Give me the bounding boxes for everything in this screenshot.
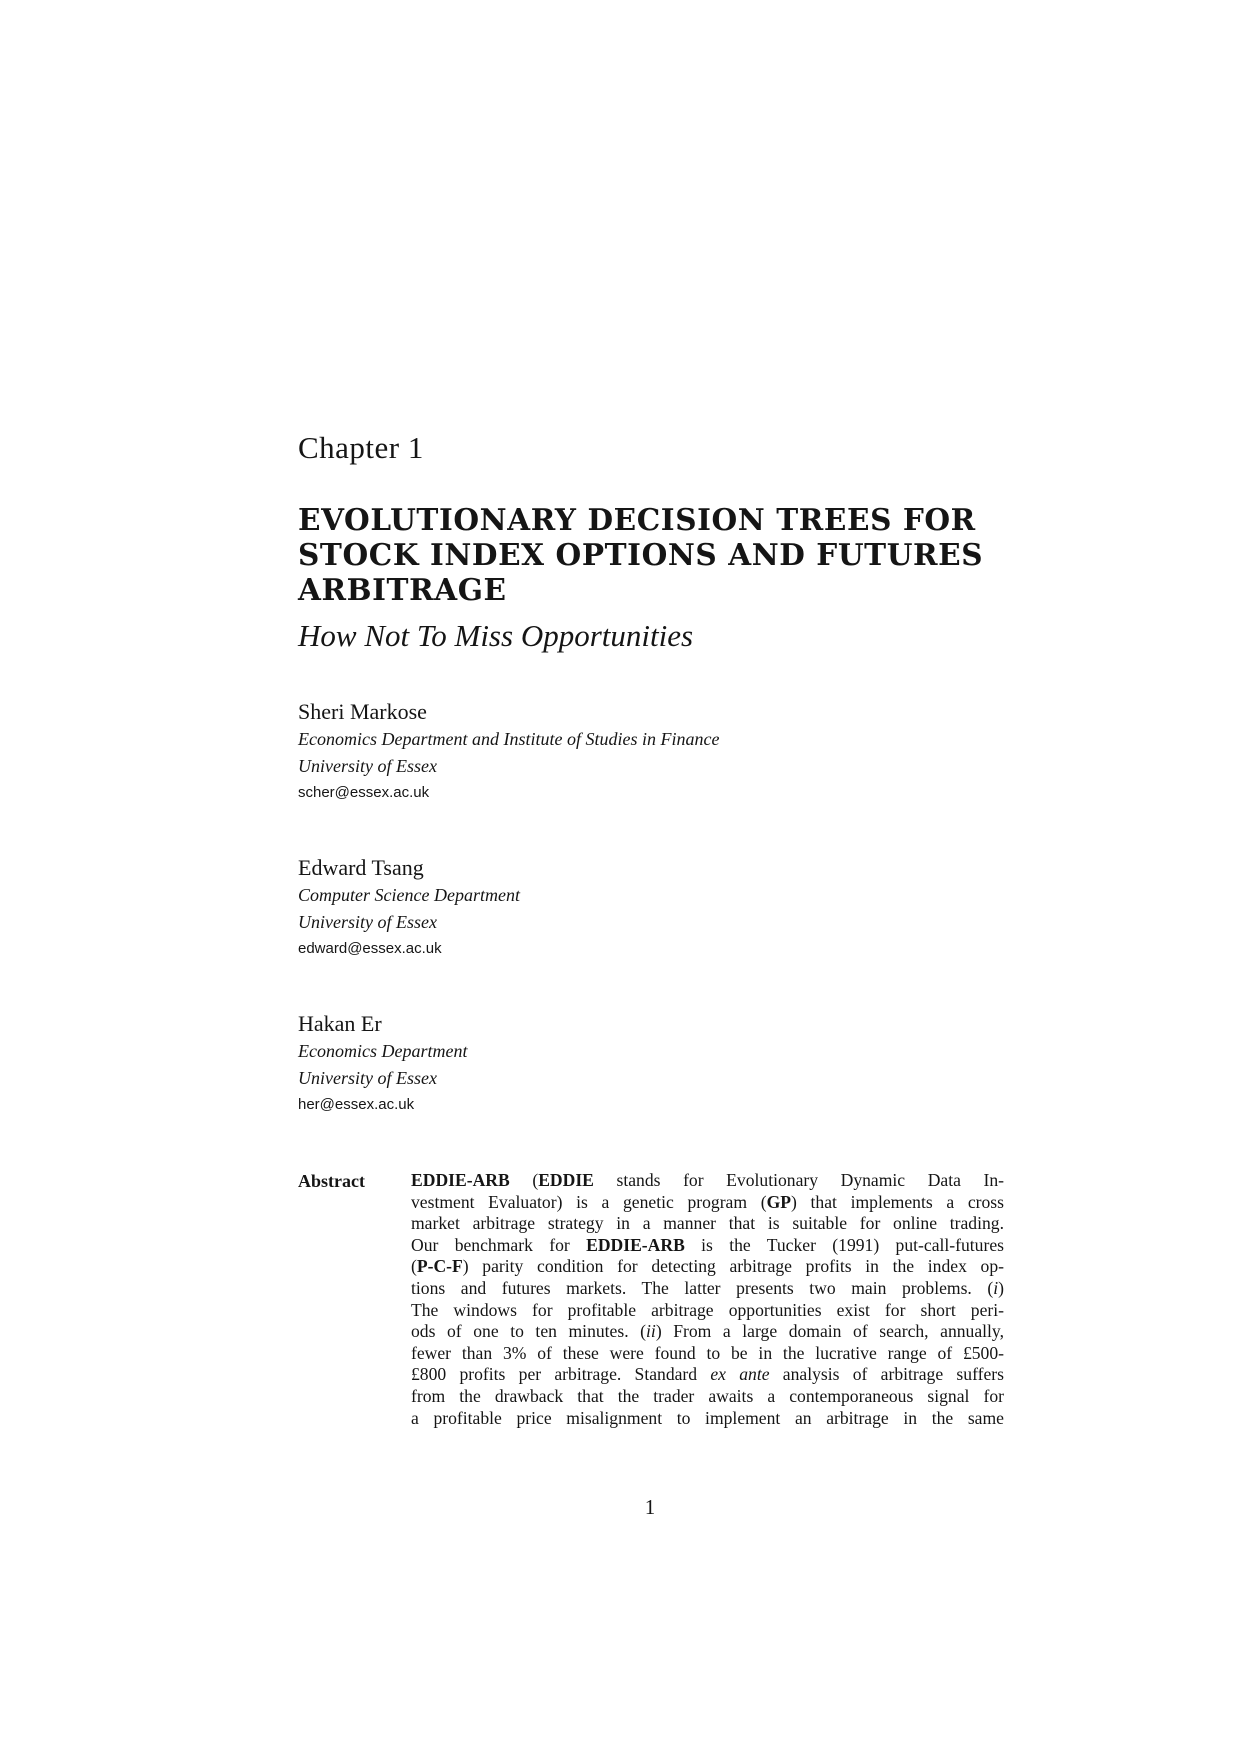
abstract-line	[411, 1321, 1004, 1343]
abstract-line	[411, 1256, 1004, 1278]
abstract-line	[411, 1300, 1004, 1322]
title-line: EVOLUTIONARY DECISION TREES FOR	[298, 502, 976, 537]
abstract-text: fewer than 3% of these were found to be in the lucrative range of £500-	[411, 1342, 1004, 1363]
abstract-line	[411, 1364, 1004, 1386]
author-affiliation: Economics Department and Institute of Studies in Finance	[298, 729, 720, 749]
abstract-text: analysis of arbitrage suffers	[769, 1364, 1004, 1385]
abstract-italic-text: ii	[646, 1321, 656, 1342]
chapter-subtitle: How Not To Miss Opportunities	[298, 618, 694, 653]
author-affiliation: University of Essex	[298, 912, 437, 932]
abstract-bold-text: EDDIE-ARB	[586, 1234, 685, 1255]
page-number: 1	[644, 1495, 656, 1519]
abstract-text: vestment Evaluator) is a genetic program (	[411, 1191, 767, 1212]
abstract-text: £800 profits per arbitrage. Standard	[411, 1364, 711, 1385]
abstract-line	[411, 1408, 1004, 1430]
abstract-bold-text: P-C-F	[416, 1256, 463, 1277]
title-line: ARBITRAGE	[298, 572, 507, 607]
author-email: scher@essex.ac.uk	[298, 784, 430, 801]
author-email: her@essex.ac.uk	[298, 1096, 415, 1113]
abstract-text: tions and futures markets. The latter presents two main problems. (	[411, 1277, 994, 1298]
abstract-label: Abstract	[298, 1171, 365, 1191]
author-affiliation: Computer Science Department	[298, 885, 520, 905]
author-name: Sheri Markose	[298, 699, 427, 724]
abstract-text: a profitable price misalignment to implement an arbitrage in the same	[411, 1407, 1004, 1428]
author-name: Hakan Er	[298, 1011, 382, 1036]
abstract-line	[411, 1192, 1004, 1214]
abstract-bold-text: GP	[766, 1191, 792, 1212]
abstract-text: ods of one to ten minutes. (	[411, 1321, 647, 1342]
author-affiliation: University of Essex	[298, 1068, 437, 1088]
abstract-body	[411, 1170, 1004, 1429]
abstract-text: stands for Evolutionary Dynamic Data In-	[593, 1170, 1004, 1190]
author-name: Edward Tsang	[298, 855, 424, 880]
abstract-text: is the Tucker (1991) put-call-futures	[684, 1234, 1004, 1255]
abstract-text: )	[998, 1277, 1004, 1298]
abstract-bold-text: EDDIE-ARB	[411, 1170, 510, 1190]
abstract-text: The windows for profitable arbitrage opportunities exist for short peri-	[411, 1299, 1004, 1320]
abstract-text: Our benchmark for	[411, 1234, 587, 1255]
author-block	[298, 1010, 998, 1118]
chapter-title	[298, 502, 1018, 607]
author-block	[298, 698, 998, 806]
author-email: edward@essex.ac.uk	[298, 940, 442, 957]
abstract-italic-text: i	[993, 1277, 999, 1298]
author-block	[298, 854, 998, 962]
abstract-text: ) parity condition for detecting arbitrage profits in the index op-	[462, 1256, 1004, 1277]
abstract-line	[411, 1386, 1004, 1408]
abstract-italic-text: ex ante	[710, 1364, 770, 1385]
abstract-bold-text: EDDIE	[538, 1170, 594, 1190]
abstract-text: ) that implements a cross	[791, 1191, 1004, 1212]
title-line: STOCK INDEX OPTIONS AND FUTURES	[298, 537, 984, 572]
abstract-text: (	[509, 1170, 539, 1190]
abstract-line	[411, 1278, 1004, 1300]
abstract-line	[411, 1343, 1004, 1365]
abstract-line	[411, 1235, 1004, 1257]
author-affiliation: University of Essex	[298, 756, 437, 776]
abstract-text: market arbitrage strategy in a manner that is suitable for online trading.	[411, 1213, 1004, 1234]
abstract-text: ) From a large domain of search, annually,	[655, 1321, 1004, 1342]
abstract-line	[411, 1170, 1004, 1192]
author-affiliation: Economics Department	[298, 1041, 468, 1061]
chapter-label: Chapter 1	[298, 430, 424, 465]
abstract-text: (	[411, 1256, 417, 1277]
abstract-line	[411, 1213, 1004, 1235]
abstract-text: from the drawback that the trader awaits a contemporaneous signal for	[411, 1385, 1004, 1406]
